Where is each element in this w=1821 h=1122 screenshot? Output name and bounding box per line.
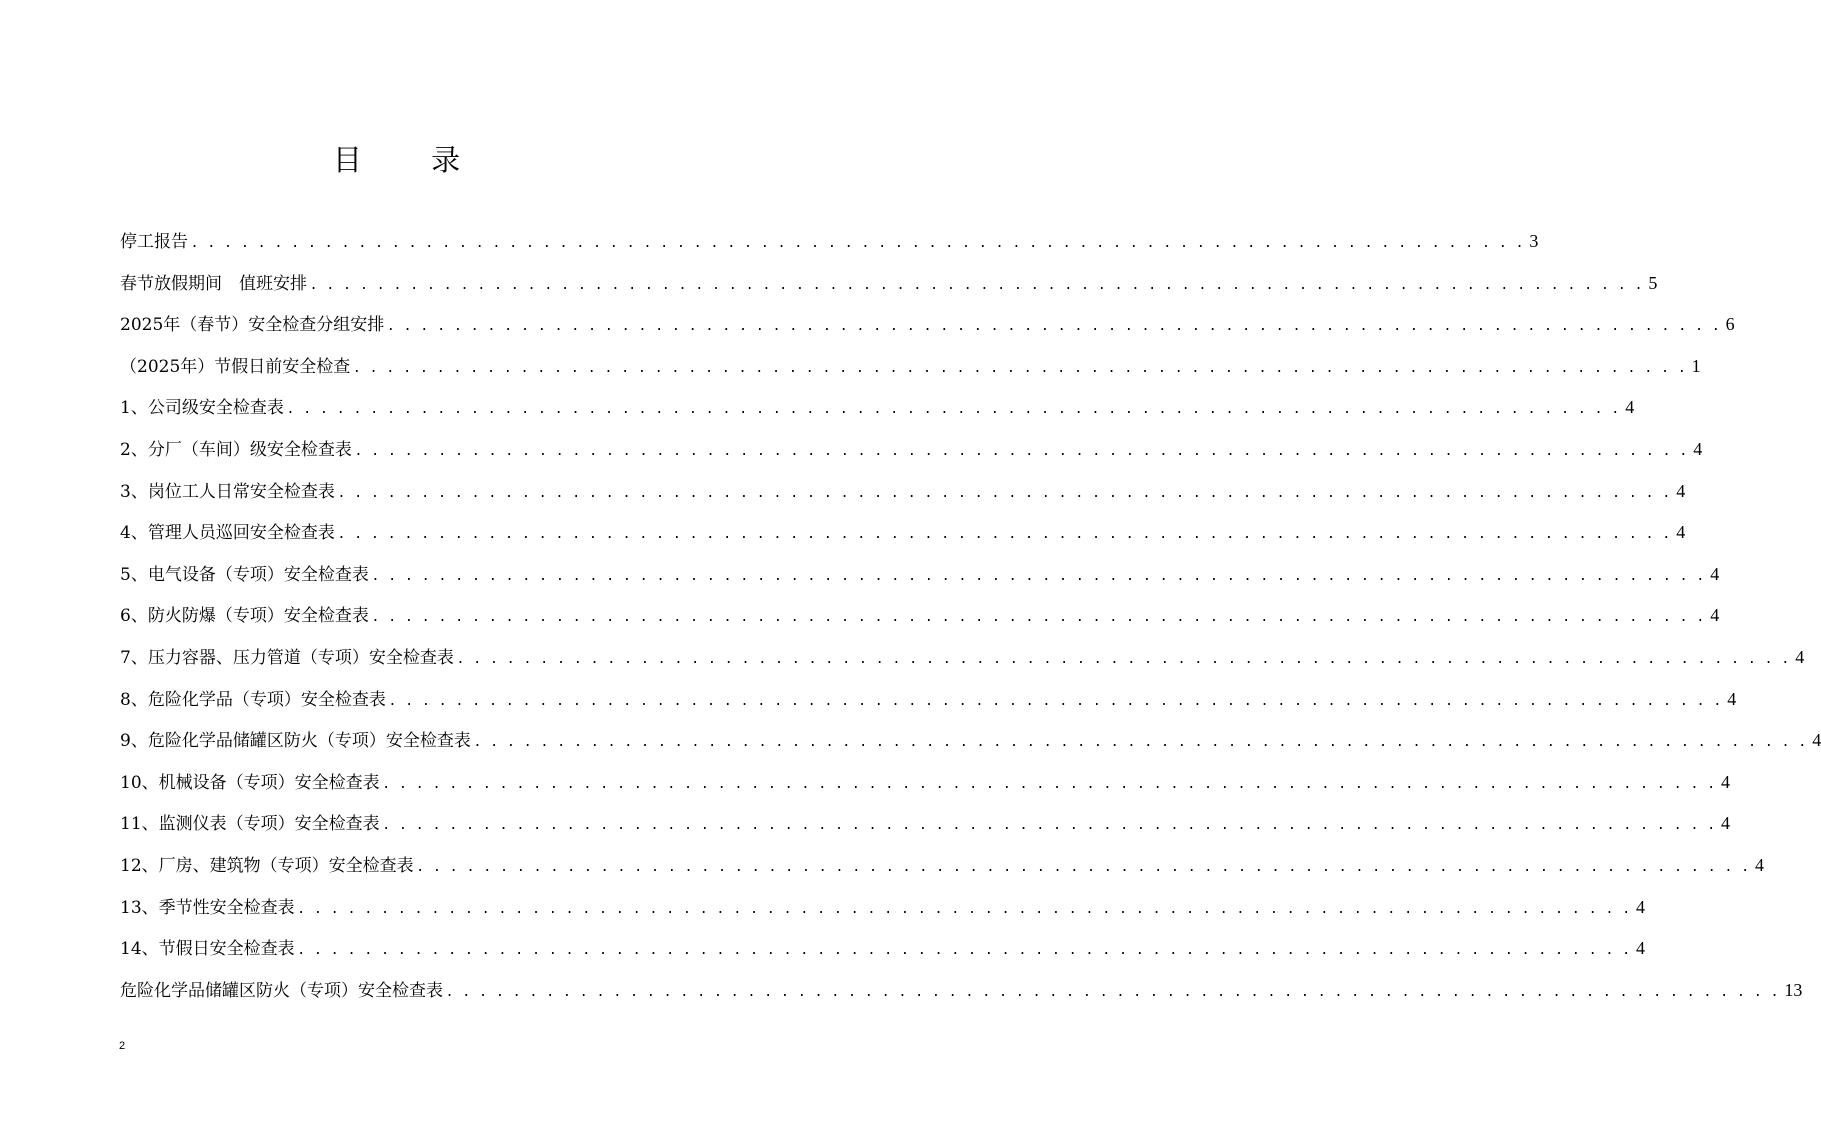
toc-entry-title: 8、危险化学品（专项）安全检查表: [120, 689, 386, 710]
toc-entry[interactable]: [120, 554, 1720, 596]
page-number: 2: [119, 1040, 126, 1052]
toc-entry-title: 9、危险化学品储罐区防火（专项）安全检查表: [120, 731, 471, 752]
toc-entry-title: 5、电气设备（专项）安全检查表: [120, 564, 369, 585]
toc-entry[interactable]: [120, 970, 1803, 1012]
toc-entry-title: 停工报告: [120, 232, 188, 252]
dot-leader: . . . . . . . . . . . . . . . . . . . . . . . . . . . . . . . . . . . . . . . . . . . . . . . . . . . . . . . . . . . . . . . . . . . . . . . . . . . . . . . .: [447, 980, 1781, 1000]
toc-entry[interactable]: [120, 595, 1720, 637]
dot-leader: . . . . . . . . . . . . . . . . . . . . . . . . . . . . . . . . . . . . . . . . . . . . . . . . . . . . . . . . . . . . . . . . . . . . . . . . . . . . . . . .: [372, 564, 1707, 584]
toc-entry-page: 4: [1795, 646, 1805, 667]
dot-leader: . . . . . . . . . . . . . . . . . . . . . . . . . . . . . . . . . . . . . . . . . . . . . . . . . . . . . . . . . . . . . . . . . . . . . . . . . . . . . . . .: [338, 481, 1673, 501]
toc-entry-page: 13: [1784, 979, 1803, 1000]
toc-entry-page: 4: [1755, 854, 1765, 875]
dot-leader: . . . . . . . . . . . . . . . . . . . . . . . . . . . . . . . . . . . . . . . . . . . . . . . . . . . . . . . . . . . . . . . . . . . . . . . . . . . . . . . .: [338, 523, 1673, 543]
toc-entry-page: 4: [1710, 605, 1720, 626]
toc-entry-page: 4: [1721, 771, 1731, 792]
toc-entry-page: 3: [1529, 231, 1539, 251]
toc-entry[interactable]: [120, 679, 1737, 721]
toc-entry-title: 2、分厂（车间）级安全检查表: [120, 439, 352, 460]
dot-leader: . . . . . . . . . . . . . . . . . . . . . . . . . . . . . . . . . . . . . . . . . . . . . . . . . . . . . . . . . . . . . . . . . . . . . . . . . . . . . . . .: [298, 939, 1633, 959]
toc-entry-page: 1: [1691, 355, 1701, 376]
toc-entry[interactable]: [120, 803, 1731, 845]
toc-entry-title: 2025年（春节）安全检查分组安排: [120, 315, 385, 336]
dot-leader: . . . . . . . . . . . . . . . . . . . . . . . . . . . . . . . . . . . . . . . . . . . . . . . . . . . . . . . . . . . . . . . . . . . . . . . . . . . . . . . .: [355, 439, 1690, 459]
dot-leader: . . . . . . . . . . . . . . . . . . . . . . . . . . . . . . . . . . . . . . . . . . . . . . . . . . . . . . . . . . . . . . . . . . . . . . . . . . . . . . . .: [417, 855, 1752, 875]
toc-entry[interactable]: [120, 637, 1805, 679]
toc-entry-title: 13、季节性安全检查表: [120, 897, 295, 918]
toc-entry-title: 10、机械设备（专项）安全检查表: [120, 772, 380, 793]
toc-entry-title: （2025年）节假日前安全检查: [120, 356, 351, 377]
dot-leader: . . . . . . . . . . . . . . . . . . . . . . . . . . . . . . . . . . . . . . . . . . . . . . . . . . . . . . . . . . . . . . . . . . . . . . . . . . . . . . . .: [474, 731, 1809, 751]
toc-entry[interactable]: [120, 762, 1731, 804]
toc-entry-page: 4: [1812, 730, 1821, 751]
toc-entry-title: 4、管理人员巡回安全检查表: [120, 523, 335, 544]
toc-entry-page: 4: [1710, 563, 1720, 584]
toc-entry-page: 4: [1676, 522, 1686, 543]
toc-entry[interactable]: [120, 429, 1703, 471]
dot-leader: . . . . . . . . . . . . . . . . . . . . . . . . . . . . . . . . . . . . . . . . . . . . . . . . . . . . . . . . . . . . . . . . . . . . . . . . . . . . . . . .: [287, 398, 1622, 418]
page-title: 目 录: [332, 143, 491, 177]
toc-entry-title: 3、岗位工人日常安全检查表: [120, 481, 335, 502]
toc-entry[interactable]: [120, 720, 1821, 762]
dot-leader: . . . . . . . . . . . . . . . . . . . . . . . . . . . . . . . . . . . . . . . . . . . . . . . . . . . . . . . . . . . . . . . . . . . . . . . . . . . . . . . .: [389, 689, 1724, 709]
toc-entry-title: 春节放假期间 值班安排: [120, 273, 307, 294]
toc-entry-page: 5: [1648, 272, 1658, 293]
toc-entry-title: 危险化学品储罐区防火（专项）安全检查表: [120, 980, 443, 1001]
toc-entry-page: 4: [1676, 480, 1686, 501]
toc-entry[interactable]: [120, 346, 1701, 388]
toc-entry-title: 14、节假日安全检查表: [120, 939, 295, 960]
toc-entry[interactable]: [120, 263, 1658, 305]
dot-leader: . . . . . . . . . . . . . . . . . . . . . . . . . . . . . . . . . . . . . . . . . . . . . . . . . . . . . . . . . . . . . . . . . . . . . . . . . . . . . . . .: [311, 273, 1645, 293]
toc-entry[interactable]: [120, 928, 1646, 970]
toc-entry[interactable]: [120, 887, 1646, 929]
table-of-contents: [120, 221, 1821, 1011]
dot-leader: . . . . . . . . . . . . . . . . . . . . . . . . . . . . . . . . . . . . . . . . . . . . . . . . . . . . . . . . . . . . . . . . . . . . . . . . . . . . . . . .: [388, 315, 1722, 335]
toc-entry-page: 6: [1725, 314, 1735, 335]
toc-entry-page: 4: [1693, 438, 1703, 459]
toc-entry[interactable]: [120, 387, 1635, 429]
toc-entry-title: 7、压力容器、压力管道（专项）安全检查表: [120, 647, 454, 668]
toc-entry[interactable]: [120, 221, 1539, 263]
toc-entry-page: 4: [1636, 938, 1646, 959]
toc-entry-page: 4: [1727, 688, 1737, 709]
toc-entry-title: 12、厂房、建筑物（专项）安全检查表: [120, 855, 414, 876]
dot-leader: . . . . . . . . . . . . . . . . . . . . . . . . . . . . . . . . . . . . . . . . . . . . . . . . . . . . . . . . . . . . . . . . . . . . . . . . . . . . . . . .: [383, 814, 1718, 834]
dot-leader: . . . . . . . . . . . . . . . . . . . . . . . . . . . . . . . . . . . . . . . . . . . . . . . . . . . . . . . . . . . . . . . . . . . . . . . . . . . . . . . .: [192, 232, 1526, 251]
toc-entry[interactable]: [120, 845, 1765, 887]
dot-leader: . . . . . . . . . . . . . . . . . . . . . . . . . . . . . . . . . . . . . . . . . . . . . . . . . . . . . . . . . . . . . . . . . . . . . . . . . . . . . . . .: [383, 772, 1718, 792]
toc-entry[interactable]: [120, 471, 1686, 513]
toc-entry[interactable]: [120, 304, 1735, 346]
dot-leader: . . . . . . . . . . . . . . . . . . . . . . . . . . . . . . . . . . . . . . . . . . . . . . . . . . . . . . . . . . . . . . . . . . . . . . . . . . . . . . . .: [298, 897, 1633, 917]
toc-entry-title: 6、防火防爆（专项）安全检查表: [120, 606, 369, 627]
toc-entry-page: 4: [1721, 813, 1731, 834]
toc-entry-title: 11、监测仪表（专项）安全检查表: [120, 814, 380, 835]
toc-entry-page: 4: [1625, 397, 1635, 418]
toc-entry-page: 4: [1636, 896, 1646, 917]
dot-leader: . . . . . . . . . . . . . . . . . . . . . . . . . . . . . . . . . . . . . . . . . . . . . . . . . . . . . . . . . . . . . . . . . . . . . . . . . . . . . . . .: [372, 606, 1707, 626]
dot-leader: . . . . . . . . . . . . . . . . . . . . . . . . . . . . . . . . . . . . . . . . . . . . . . . . . . . . . . . . . . . . . . . . . . . . . . . . . . . . . . . .: [354, 356, 1688, 376]
toc-entry[interactable]: [120, 512, 1686, 554]
toc-entry-title: 1、公司级安全检查表: [120, 398, 284, 419]
dot-leader: . . . . . . . . . . . . . . . . . . . . . . . . . . . . . . . . . . . . . . . . . . . . . . . . . . . . . . . . . . . . . . . . . . . . . . . . . . . . . . . .: [457, 647, 1792, 667]
